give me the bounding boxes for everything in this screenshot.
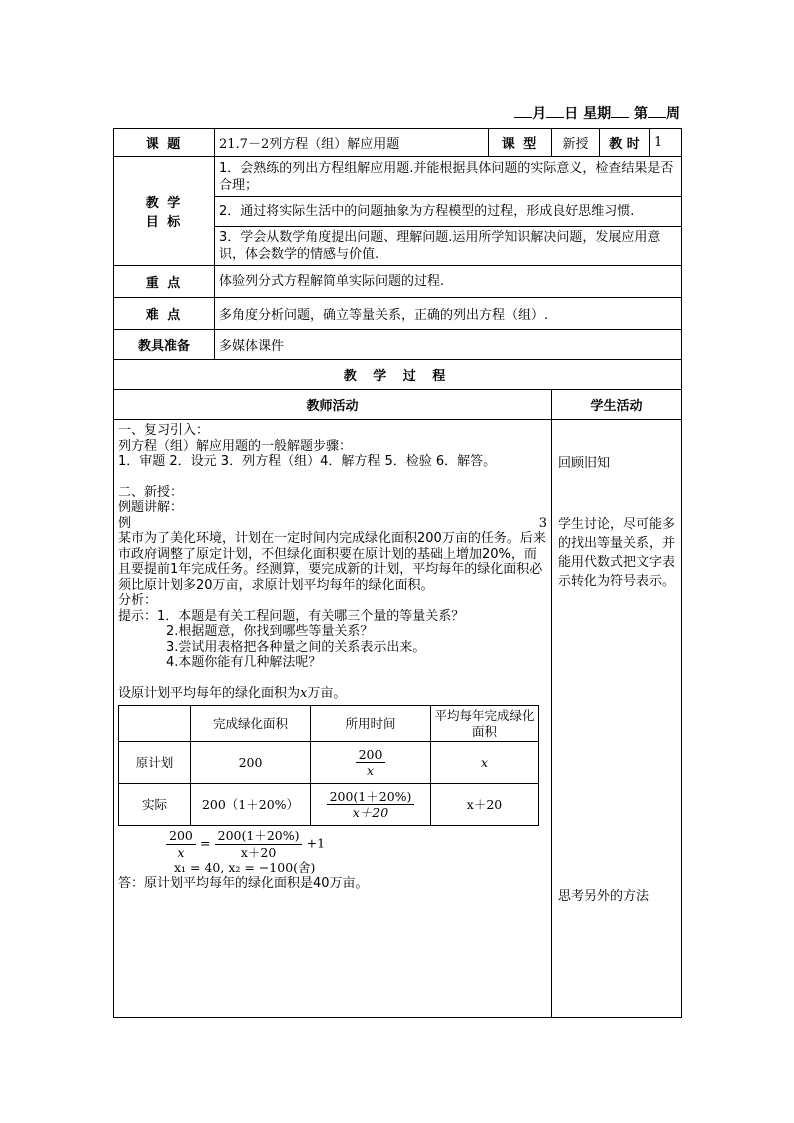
table-row [119, 742, 539, 784]
rhs-denominator: x＋20 [240, 844, 277, 860]
hint-1: 提示：1．本题是有关工程问题，有关哪三个量的等量关系？ [118, 608, 465, 624]
process-header-row [114, 390, 682, 420]
weekday-blank [611, 103, 629, 118]
equation-rhs [215, 828, 303, 860]
spacer [558, 473, 675, 515]
goal-item-1: 1．会熟练的列出方程组解应用题.并能根据具体问题的实际意义，检查结果是否合理； [215, 157, 682, 197]
plus-one: +1 [306, 835, 326, 851]
teacher-activity-content [114, 420, 552, 1018]
row-time [311, 742, 431, 784]
teacher-activity-header: 教师活动 [114, 390, 552, 420]
row-time [311, 784, 431, 826]
let-unit: 万亩。 [307, 685, 347, 701]
header-rate: 平均每年完成绿化面积 [431, 706, 539, 742]
lesson-plan-table [113, 128, 682, 1018]
type-value: 新授 [552, 129, 600, 157]
key-point-row [114, 266, 682, 298]
topic-row [114, 129, 682, 157]
difficulty-row [114, 298, 682, 330]
row-area: 200（1＋20%） [191, 784, 311, 826]
process-content-row [114, 420, 682, 1018]
goal-item-3: 3．学会从数学角度提出问题、理解问题.运用所学知识解决问题，发展应用意识，体会数学的情感与价值. [215, 227, 682, 266]
example-problem: 某市为了美化环境，计划在一定时间内完成绿化面积200万亩的任务。后来市政府调整了原定计划，不但绿化面积要在原计划的基础上增加20%，而且要提前1年完成任务。经测算，要完成新的计划，平均每年的绿化面积必须比原计划多20万亩，求原计划平均每年的绿化面积。 [118, 531, 546, 593]
spacer [118, 671, 547, 686]
fraction-numerator: 200 [356, 747, 386, 764]
key-point-label: 重 点 [114, 266, 215, 298]
spacer [558, 424, 675, 454]
quantity-table-header [119, 706, 539, 742]
spacer [558, 591, 675, 887]
week-label: 周 [666, 106, 680, 122]
student-activity-content [552, 420, 682, 1018]
time-fraction [356, 747, 386, 779]
hours-value: 1 [650, 129, 682, 157]
row-area: 200 [191, 742, 311, 784]
goals-label-line2: 目 标 [145, 215, 183, 230]
equals-sign: = [200, 835, 211, 851]
new-lesson-title: 二、新授： [118, 484, 184, 500]
student-other-method: 思考另外的方法 [558, 889, 650, 904]
student-discussion: 学生讨论，尽可能多的找出等量关系，并能用代数式把文字表示转化为符号表示。 [558, 517, 676, 589]
goals-label-line1: 教 学 [145, 196, 183, 211]
hint-3: 3.尝试用表格把各种量之间的关系表示出来。 [166, 639, 426, 655]
header-area: 完成绿化面积 [191, 706, 311, 742]
review-line: 列方程（组）解应用题的一般解题步骤： [118, 438, 353, 454]
lhs-denominator: x [177, 844, 185, 860]
tools-label: 教具准备 [114, 330, 215, 360]
topic-label: 课 题 [114, 129, 215, 157]
goal-item-2: 2．通过将实际生活中的问题抽象为方程模型的过程，形成良好思维习惯. [215, 197, 682, 227]
header-empty [119, 706, 191, 742]
goals-label [114, 157, 215, 266]
equation-lhs [166, 828, 196, 860]
row-rate: x＋20 [431, 784, 539, 826]
difficulty-label: 难 点 [114, 298, 215, 330]
header-date [490, 103, 680, 123]
day-label: 日 [564, 106, 579, 122]
example-number: 3 [538, 515, 547, 531]
student-review: 回顾旧知 [558, 456, 611, 471]
lhs-numerator: 200 [166, 828, 196, 845]
tools-row [114, 330, 682, 360]
goal-row-1 [114, 157, 682, 197]
let-variable: x [300, 685, 308, 701]
example-label: 例 [118, 515, 132, 531]
student-activity-header: 学生活动 [552, 390, 682, 420]
row-label: 实际 [119, 784, 191, 826]
table-row [119, 784, 539, 826]
type-label: 课 型 [489, 129, 552, 157]
let-statement [118, 686, 547, 702]
fraction-denominator: x [366, 763, 375, 778]
hint-2: 2.根据题意，你找到哪些等量关系？ [166, 624, 374, 639]
weekday-label: 星期 [583, 106, 612, 122]
tools-text: 多媒体课件 [215, 330, 682, 360]
fraction-denominator: x＋20 [352, 805, 389, 820]
solving-steps: 1．审题 2．设元 3．列方程（组）4．解方程 5．检验 6．解答。 [118, 454, 497, 469]
quantity-table [118, 705, 539, 826]
analysis-label: 分析： [118, 593, 158, 608]
example-title: 例题讲解： [118, 500, 184, 515]
topic-value: 21.7－2列方程（组）解应用题 [215, 129, 489, 157]
row-rate: x [431, 742, 539, 784]
example-heading [118, 516, 547, 532]
month-label: 月 [532, 106, 547, 122]
header-time: 所用时间 [311, 706, 431, 742]
answer-line: 答：原计划平均每年的绿化面积是40万亩。 [118, 875, 369, 891]
row-label: 原计划 [119, 742, 191, 784]
let-text: 设原计划平均每年的绿化面积为 [118, 685, 301, 701]
week-blank [648, 103, 666, 118]
day-blank [546, 103, 564, 118]
time-fraction [327, 789, 415, 821]
difficulty-text: 多角度分析问题，确立等量关系，正确的列出方程（组）. [215, 298, 682, 330]
week-prefix: 第 [634, 106, 648, 122]
hours-label: 教 时 [600, 129, 650, 157]
hint-4: 4.本题你能有几种解法呢？ [166, 655, 322, 670]
rhs-numerator: 200(1＋20%) [215, 828, 303, 845]
process-title-row [114, 360, 682, 390]
key-point-text: 体验列分式方程解简单实际问题的过程. [215, 266, 682, 298]
equation [166, 828, 547, 860]
process-title: 教 学 过 程 [114, 360, 682, 390]
review-title: 一、复习引入： [118, 423, 210, 438]
month-blank [514, 103, 532, 118]
solution-line: x₁ = 40, x₂ = −100(舍) [174, 860, 316, 875]
spacer [118, 470, 547, 485]
fraction-numerator: 200(1＋20%) [327, 789, 415, 806]
